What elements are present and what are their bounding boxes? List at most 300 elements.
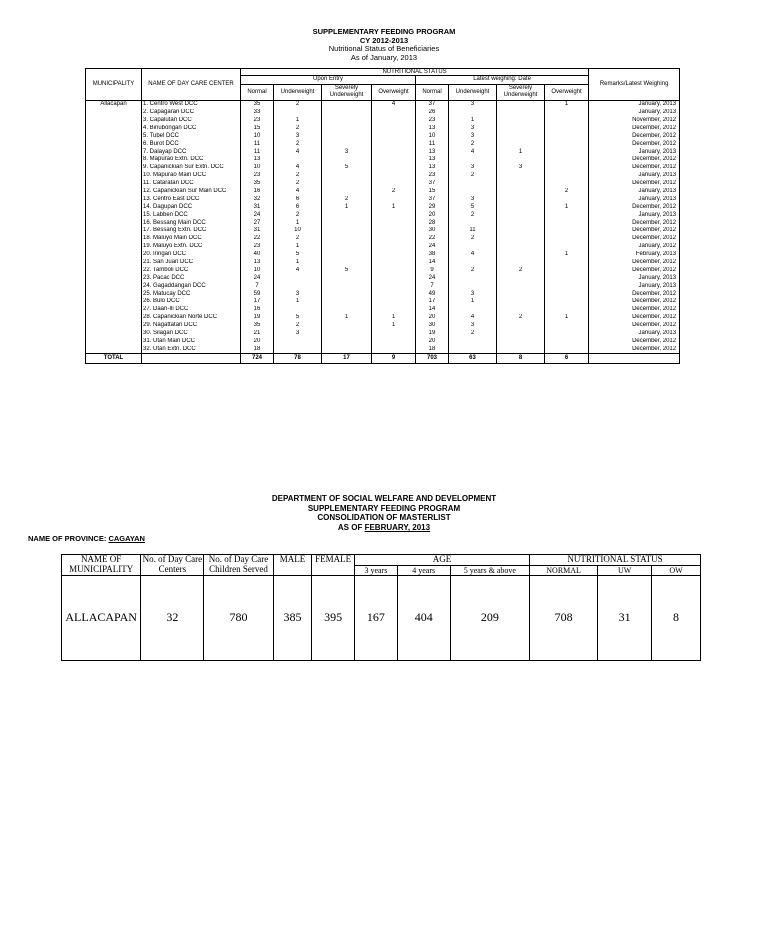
cell-latest-severely-underweight (497, 251, 545, 259)
table-row (86, 290, 680, 298)
cell-entry-normal: 10 (241, 267, 274, 275)
cell-entry-overweight (372, 164, 416, 172)
cell-latest-severely-underweight (497, 338, 545, 346)
cell-latest-normal: 30 (416, 322, 449, 330)
cell-latest-normal: 18 (416, 346, 449, 354)
cell-latest-severely-underweight (497, 330, 545, 338)
cell-latest-normal: 37 (416, 100, 449, 108)
cell-entry-underweight: 2 (274, 235, 322, 243)
cell-remarks: December, 2012 (589, 164, 680, 172)
cell-center: 2. Capagaran DCC (142, 109, 241, 117)
cell-latest-overweight (545, 109, 589, 117)
cell-entry-severely-underweight (322, 219, 372, 227)
table-row (86, 180, 680, 188)
report1-as-of: As of January, 2013 (350, 52, 418, 62)
cell-latest-overweight (545, 267, 589, 275)
cell-entry-normal: 40 (241, 251, 274, 259)
cell-entry-normal: 24 (241, 274, 274, 282)
cell-entry-overweight (372, 156, 416, 164)
cell-center: 4. Binubongan DCC (142, 125, 241, 133)
cell-entry-severely-underweight (322, 172, 372, 180)
cell-entry-overweight (372, 235, 416, 243)
cell-entry-overweight: 4 (372, 100, 416, 108)
cell-latest-severely-underweight (497, 117, 545, 125)
cell-remarks: December, 2012 (589, 125, 680, 133)
cell-entry-underweight: 1 (274, 219, 322, 227)
cell-latest-overweight (545, 211, 589, 219)
cell-ow: 8 (652, 575, 701, 660)
cell-latest-severely-underweight (497, 125, 545, 133)
cell-municipality (86, 243, 142, 251)
cell-entry-overweight (372, 282, 416, 290)
cell-entry-overweight (372, 274, 416, 282)
cell-entry-normal: 59 (241, 290, 274, 298)
cell-municipality (86, 203, 142, 211)
cell-latest-normal: 20 (416, 314, 449, 322)
cell-entry-underweight: 4 (274, 164, 322, 172)
table-row (86, 125, 680, 133)
cell-entry-normal: 27 (241, 219, 274, 227)
cell-municipality (86, 346, 142, 354)
cell-latest-overweight (545, 132, 589, 140)
total-entry-underweight: 78 (274, 354, 322, 364)
cell-entry-severely-underweight: 2 (322, 196, 372, 204)
cell-entry-underweight: 2 (274, 172, 322, 180)
cell-latest-overweight (545, 156, 589, 164)
table-row (86, 314, 680, 322)
cell-entry-overweight (372, 227, 416, 235)
cell-latest-overweight (545, 235, 589, 243)
cell-latest-underweight (449, 259, 497, 267)
cell-latest-severely-underweight (497, 196, 545, 204)
cell-entry-underweight: 6 (274, 203, 322, 211)
col-latest-overweight: Overweight (545, 84, 589, 100)
cell-remarks: December, 2012 (589, 290, 680, 298)
cell-center: 19. Maluyo Extn. DCC (142, 243, 241, 251)
cell-entry-overweight (372, 140, 416, 148)
cell-latest-overweight: 1 (545, 203, 589, 211)
cell-latest-severely-underweight (497, 156, 545, 164)
cell-municipality (86, 338, 142, 346)
table-row (86, 346, 680, 354)
cell-municipality (86, 109, 142, 117)
cell-entry-underweight: 1 (274, 298, 322, 306)
cell-entry-normal: 7 (241, 282, 274, 290)
cell-center: 8. Mapurao Extn. DCC (142, 156, 241, 164)
cell-municipality: Allacapan (86, 100, 142, 108)
report1-subtitle: Nutritional Status of Beneficiaries (328, 44, 440, 54)
cell-entry-severely-underweight (322, 132, 372, 140)
cell-latest-severely-underweight (497, 274, 545, 282)
cell-latest-underweight: 11 (449, 227, 497, 235)
cell-entry-overweight (372, 338, 416, 346)
cell-entry-normal: 21 (241, 330, 274, 338)
table-row (86, 188, 680, 196)
col-latest-weighing: Latest weighing: Date (416, 76, 589, 85)
cell-municipality (86, 298, 142, 306)
cell-latest-normal: 9 (416, 267, 449, 275)
cell-center: 12. Capanickian Sur Main DCC (142, 188, 241, 196)
cell-center: 13. Centro East DCC (142, 196, 241, 204)
cell-municipality (86, 251, 142, 259)
total-entry-normal: 724 (241, 354, 274, 364)
table-row (86, 140, 680, 148)
cell-latest-overweight (545, 322, 589, 330)
cell-municipality (86, 164, 142, 172)
report2-as-of (0, 523, 768, 533)
cell-entry-normal: 35 (241, 180, 274, 188)
col2-municipality: NAME OF MUNICIPALITY (62, 555, 141, 576)
cell-remarks: December, 2012 (589, 156, 680, 164)
cell-latest-overweight (545, 164, 589, 172)
cell-entry-underweight: 3 (274, 330, 322, 338)
cell-entry-underweight (274, 274, 322, 282)
table-row (86, 164, 680, 172)
cell-latest-underweight: 2 (449, 235, 497, 243)
cell-latest-underweight (449, 282, 497, 290)
report2-program: SUPPLEMENTARY FEEDING PROGRAM (307, 503, 461, 513)
cell-latest-underweight: 1 (449, 117, 497, 125)
cell-entry-underweight (274, 338, 322, 346)
cell-entry-overweight (372, 180, 416, 188)
cell-entry-underweight: 2 (274, 211, 322, 219)
cell-municipality (86, 172, 142, 180)
col2-centers: No. of Day Care Centers (142, 554, 203, 574)
cell-entry-normal: 33 (241, 109, 274, 117)
cell-remarks: December, 2012 (589, 140, 680, 148)
cell-entry-overweight (372, 330, 416, 338)
cell-latest-normal: 38 (416, 251, 449, 259)
cell-age-3: 167 (355, 575, 398, 660)
cell-entry-severely-underweight: 5 (322, 267, 372, 275)
cell-municipality (86, 267, 142, 275)
cell-latest-underweight (449, 243, 497, 251)
cell-latest-severely-underweight (497, 211, 545, 219)
cell-remarks: December, 2012 (589, 203, 680, 211)
cell-municipality (86, 235, 142, 243)
cell-entry-normal: 23 (241, 172, 274, 180)
cell-entry-severely-underweight (322, 156, 372, 164)
cell-entry-overweight (372, 219, 416, 227)
cell-municipality (86, 290, 142, 298)
cell-municipality (86, 125, 142, 133)
cell-municipality (86, 259, 142, 267)
table-row (86, 330, 680, 338)
cell-latest-normal: 13 (416, 125, 449, 133)
report2-title: CONSOLIDATION OF MASTERLIST (317, 513, 451, 523)
cell-entry-underweight: 6 (274, 196, 322, 204)
cell-latest-overweight (545, 259, 589, 267)
cell-remarks: January, 2013 (589, 330, 680, 338)
cell-entry-underweight (274, 346, 322, 354)
cell-municipality (86, 314, 142, 322)
cell-latest-severely-underweight (497, 219, 545, 227)
cell-entry-normal: 19 (241, 314, 274, 322)
cell-latest-overweight (545, 243, 589, 251)
cell-entry-overweight (372, 125, 416, 133)
cell-municipality (86, 322, 142, 330)
cell-center: 3. Capalutan DCC (142, 117, 241, 125)
cell-latest-normal: 29 (416, 203, 449, 211)
cell-entry-overweight (372, 211, 416, 219)
cell-latest-severely-underweight (497, 100, 545, 108)
cell-entry-overweight (372, 298, 416, 306)
cell-entry-normal: 35 (241, 100, 274, 108)
cell-latest-underweight: 3 (449, 125, 497, 133)
cell-municipality (86, 306, 142, 314)
cell-remarks: December, 2012 (589, 267, 680, 275)
cell-entry-underweight: 4 (274, 148, 322, 156)
cell-center: 22. Tamboli DCC (142, 267, 241, 275)
table-row (86, 298, 680, 306)
report1-header (0, 28, 768, 62)
cell-center: 9. Capanickian Sur Extn. DCC (142, 164, 241, 172)
cell-entry-severely-underweight (322, 330, 372, 338)
cell-municipality (86, 196, 142, 204)
cell-center: 24. Gagaddangan DCC (142, 282, 241, 290)
cell-remarks: December, 2012 (589, 338, 680, 346)
cell-latest-severely-underweight (497, 188, 545, 196)
cell-center: 32. Utan Extn. DCC (142, 346, 241, 354)
cell-entry-underweight: 2 (274, 322, 322, 330)
cell-municipality (86, 188, 142, 196)
cell-center: 5. Tubel DCC (142, 132, 241, 140)
cell-latest-underweight: 4 (449, 148, 497, 156)
table-row (86, 243, 680, 251)
col-upon-entry: Upon Entry (241, 76, 416, 85)
cell-latest-overweight: 1 (545, 100, 589, 108)
cell-latest-severely-underweight (497, 282, 545, 290)
cell-latest-underweight: 4 (449, 314, 497, 322)
cell-latest-normal: 37 (416, 180, 449, 188)
cell-centers: 32 (141, 575, 204, 660)
cell-entry-overweight: 2 (372, 188, 416, 196)
cell-entry-underweight: 10 (274, 227, 322, 235)
cell-remarks: December, 2012 (589, 306, 680, 314)
cell-entry-underweight: 1 (274, 243, 322, 251)
col-nutritional-status: NUTRITIONAL STATUS (241, 69, 589, 76)
cell-municipality (86, 132, 142, 140)
total-entry-severely-underweight: 17 (322, 354, 372, 364)
cell-entry-normal: 15 (241, 125, 274, 133)
cell-municipality: ALLACAPAN (62, 575, 141, 660)
cell-entry-severely-underweight (322, 251, 372, 259)
cell-center: 23. Pacac DCC (142, 274, 241, 282)
table-row (86, 203, 680, 211)
cell-normal: 708 (530, 575, 598, 660)
cell-municipality (86, 227, 142, 235)
cell-entry-underweight (274, 282, 322, 290)
cell-entry-overweight (372, 306, 416, 314)
cell-entry-overweight (372, 148, 416, 156)
col2-age-4: 4 years (397, 565, 450, 575)
cell-remarks: December, 2012 (589, 259, 680, 267)
cell-latest-normal: 26 (416, 109, 449, 117)
cell-municipality (86, 282, 142, 290)
cell-entry-severely-underweight (322, 346, 372, 354)
cell-remarks: February, 2013 (589, 251, 680, 259)
total-latest-overweight: 6 (545, 354, 589, 364)
cell-entry-overweight: 1 (372, 322, 416, 330)
cell-entry-overweight (372, 172, 416, 180)
cell-entry-underweight: 4 (274, 188, 322, 196)
table-row (86, 306, 680, 314)
cell-latest-severely-underweight (497, 346, 545, 354)
cell-center: 29. Nagattatan DCC (142, 322, 241, 330)
cell-remarks: January, 2013 (589, 274, 680, 282)
table-row (86, 211, 680, 219)
cell-municipality (86, 219, 142, 227)
cell-municipality (86, 180, 142, 188)
cell-municipality (86, 148, 142, 156)
cell-latest-normal: 24 (416, 274, 449, 282)
cell-entry-normal: 24 (241, 211, 274, 219)
cell-entry-underweight: 3 (274, 132, 322, 140)
cell-entry-underweight: 1 (274, 117, 322, 125)
table-row (86, 274, 680, 282)
cell-latest-underweight (449, 338, 497, 346)
as-of-label: AS OF (337, 522, 363, 532)
cell-entry-severely-underweight (322, 322, 372, 330)
table-row (86, 196, 680, 204)
cell-latest-normal: 11 (416, 140, 449, 148)
cell-latest-normal: 24 (416, 243, 449, 251)
cell-entry-overweight (372, 259, 416, 267)
cell-latest-normal: 15 (416, 188, 449, 196)
cell-entry-normal: 35 (241, 322, 274, 330)
cell-entry-normal: 10 (241, 132, 274, 140)
cell-latest-severely-underweight: 3 (497, 164, 545, 172)
cell-entry-severely-underweight (322, 211, 372, 219)
cell-remarks: December, 2012 (589, 219, 680, 227)
cell-latest-normal: 37 (416, 196, 449, 204)
cell-entry-normal: 31 (241, 203, 274, 211)
masterlist-row (62, 575, 701, 660)
cell-latest-underweight: 2 (449, 330, 497, 338)
cell-remarks: January, 2013 (589, 196, 680, 204)
cell-entry-severely-underweight: 1 (322, 314, 372, 322)
cell-center: 20. Iringan DCC (142, 251, 241, 259)
cell-latest-normal: 14 (416, 259, 449, 267)
cell-latest-underweight (449, 346, 497, 354)
col2-age-5: 5 years & above (450, 565, 529, 575)
cell-entry-severely-underweight (322, 227, 372, 235)
col2-nutritional-status: NUTRITIONAL STATUS (530, 555, 701, 566)
cell-entry-severely-underweight (322, 100, 372, 108)
cell-latest-normal: 23 (416, 172, 449, 180)
col-remarks: Remarks/Latest Weighing (589, 69, 680, 101)
cell-entry-overweight (372, 251, 416, 259)
cell-latest-overweight (545, 346, 589, 354)
cell-latest-normal: 20 (416, 338, 449, 346)
col2-female: FEMALE (312, 555, 355, 576)
table-row (86, 338, 680, 346)
cell-center: 14. Dagupan DCC (142, 203, 241, 211)
cell-latest-severely-underweight (497, 290, 545, 298)
cell-latest-normal: 10 (416, 132, 449, 140)
cell-latest-underweight (449, 109, 497, 117)
cell-municipality (86, 274, 142, 282)
table-row (86, 267, 680, 275)
cell-entry-normal: 11 (241, 148, 274, 156)
total-entry-overweight: 9 (372, 354, 416, 364)
col-municipality: MUNICIPALITY (86, 69, 142, 101)
cell-latest-underweight: 2 (449, 140, 497, 148)
cell-latest-severely-underweight (497, 259, 545, 267)
cell-latest-overweight (545, 330, 589, 338)
cell-center: 26. Bulo DCC (142, 298, 241, 306)
cell-latest-overweight (545, 290, 589, 298)
cell-latest-severely-underweight: 1 (497, 148, 545, 156)
cell-latest-underweight: 1 (449, 298, 497, 306)
total-label: TOTAL (86, 354, 142, 364)
col-latest-severely-underweight: Severely Underweight (497, 84, 545, 100)
cell-latest-severely-underweight (497, 172, 545, 180)
table-row (86, 148, 680, 156)
cell-latest-underweight: 5 (449, 203, 497, 211)
table-row (86, 172, 680, 180)
table-row (86, 259, 680, 267)
col2-age-3: 3 years (355, 565, 398, 575)
cell-remarks: November, 2012 (589, 117, 680, 125)
cell-remarks: January, 2013 (589, 100, 680, 108)
cell-latest-underweight: 3 (449, 196, 497, 204)
cell-entry-severely-underweight (322, 140, 372, 148)
cell-entry-underweight: 5 (274, 314, 322, 322)
cell-entry-severely-underweight (322, 117, 372, 125)
cell-latest-underweight: 2 (449, 267, 497, 275)
cell-latest-overweight: 1 (545, 251, 589, 259)
cell-entry-overweight (372, 267, 416, 275)
cell-children: 780 (204, 575, 273, 660)
cell-entry-severely-underweight (322, 274, 372, 282)
cell-entry-underweight: 4 (274, 267, 322, 275)
cell-entry-underweight: 2 (274, 125, 322, 133)
cell-latest-severely-underweight (497, 132, 545, 140)
cell-latest-overweight (545, 117, 589, 125)
cell-entry-normal: 13 (241, 259, 274, 267)
cell-remarks: December, 2012 (589, 132, 680, 140)
cell-latest-underweight: 3 (449, 100, 497, 108)
table-row (86, 282, 680, 290)
cell-latest-normal: 7 (416, 282, 449, 290)
cell-age-5: 209 (450, 575, 529, 660)
report2-department: DEPARTMENT OF SOCIAL WELFARE AND DEVELOPMENT (271, 494, 497, 503)
cell-entry-severely-underweight (322, 180, 372, 188)
cell-latest-normal: 20 (416, 211, 449, 219)
cell-municipality (86, 330, 142, 338)
cell-latest-overweight (545, 282, 589, 290)
cell-entry-normal: 13 (241, 156, 274, 164)
cell-latest-underweight: 3 (449, 322, 497, 330)
cell-municipality (86, 211, 142, 219)
cell-remarks: January, 2013 (589, 148, 680, 156)
cell-latest-normal: 30 (416, 227, 449, 235)
as-of-date: FEBRUARY, 2013 (364, 522, 431, 532)
province-label: NAME OF PROVINCE: (28, 534, 107, 543)
cell-entry-severely-underweight (322, 306, 372, 314)
cell-latest-severely-underweight (497, 298, 545, 306)
cell-entry-severely-underweight: 5 (322, 164, 372, 172)
cell-remarks: December, 2012 (589, 346, 680, 354)
cell-center: 17. Bessang Extn. DCC (142, 227, 241, 235)
cell-entry-severely-underweight: 1 (322, 203, 372, 211)
cell-municipality (86, 156, 142, 164)
cell-latest-underweight (449, 274, 497, 282)
cell-entry-normal: 23 (241, 243, 274, 251)
cell-latest-overweight (545, 180, 589, 188)
province-line (28, 534, 145, 543)
